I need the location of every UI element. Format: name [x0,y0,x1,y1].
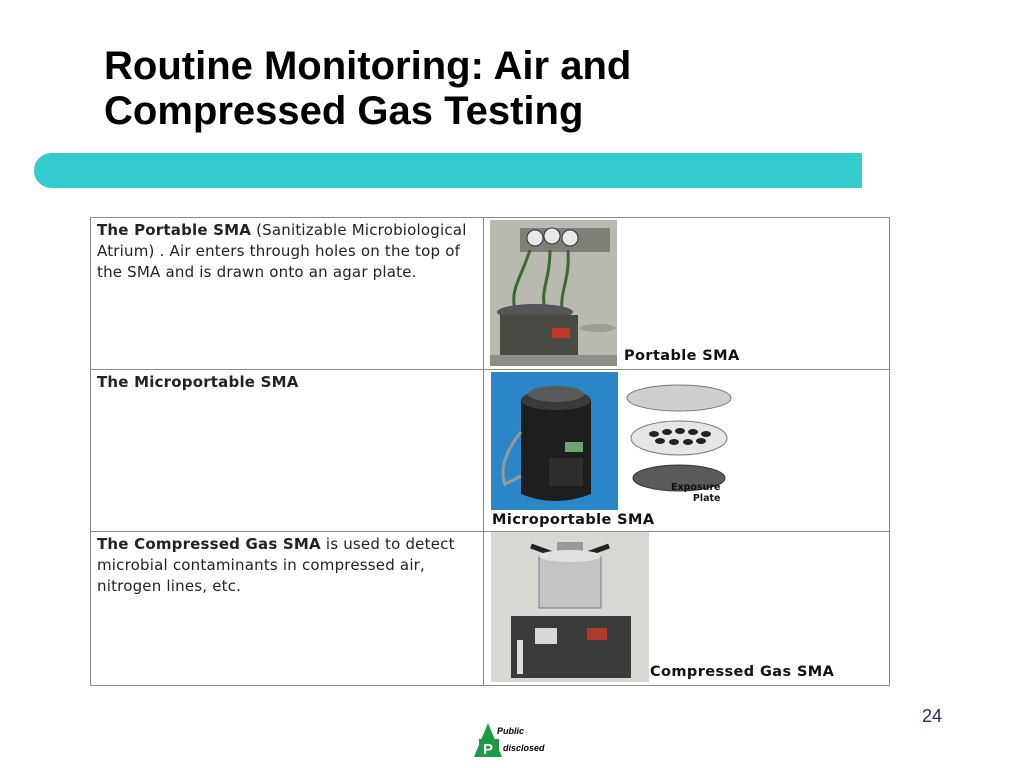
compressed-gas-sma-name: The Compressed Gas SMA [97,535,321,553]
logo-line-disclosed: disclosed [503,743,545,753]
table-row-portable-sma [91,218,890,370]
compressed-gas-sma-description [91,532,483,599]
table-row-microportable-sma [91,370,890,532]
compressed-gas-sma-photo [491,532,649,682]
public-disclosed-logo [471,719,561,759]
page-number: 24 [922,706,943,726]
compressed-gas-sma-caption: Compressed Gas SMA [650,664,835,680]
microportable-sma-photo [491,372,618,510]
microportable-sma-caption: Microportable SMA [492,512,655,528]
exposure-label-line-2: Plate [692,493,721,504]
slide-title [104,44,864,134]
portable-sma-description-cell [91,218,484,370]
compressed-gas-sma-image-cell [484,532,890,686]
portable-sma-text: (Sanitizable Microbiological Atrium) . Air enters through holes on the top of the SMA and is drawn onto an agar plate. [97,221,467,281]
microportable-sma-description [91,370,483,395]
accent-bar [34,153,862,188]
sma-table [90,217,890,686]
portable-sma-description [91,218,483,285]
microportable-sma-image-cell [484,370,890,532]
exposure-plate-label [671,482,721,504]
compressed-gas-sma-description-cell [91,532,484,686]
portable-sma-name: The Portable SMA [97,221,252,239]
microportable-sma-description-cell [91,370,484,532]
compressed-gas-sma-text: is used to detect microbial contaminants in compressed air, nitrogen lines, etc. [97,535,455,595]
slide-title-line-1: Routine Monitoring: Air and [104,44,632,88]
microportable-sma-name: The Microportable SMA [97,373,299,391]
portable-sma-caption: Portable SMA [624,348,740,364]
exposure-label-line-1: Exposure [671,482,721,493]
logo-letter: P [483,741,494,758]
slide-title-line-2: Compressed Gas Testing [104,89,584,133]
table-row-compressed-gas-sma [91,532,890,686]
portable-sma-photo [490,220,617,366]
logo-line-public: Public [497,726,525,736]
portable-sma-image-cell [484,218,890,370]
